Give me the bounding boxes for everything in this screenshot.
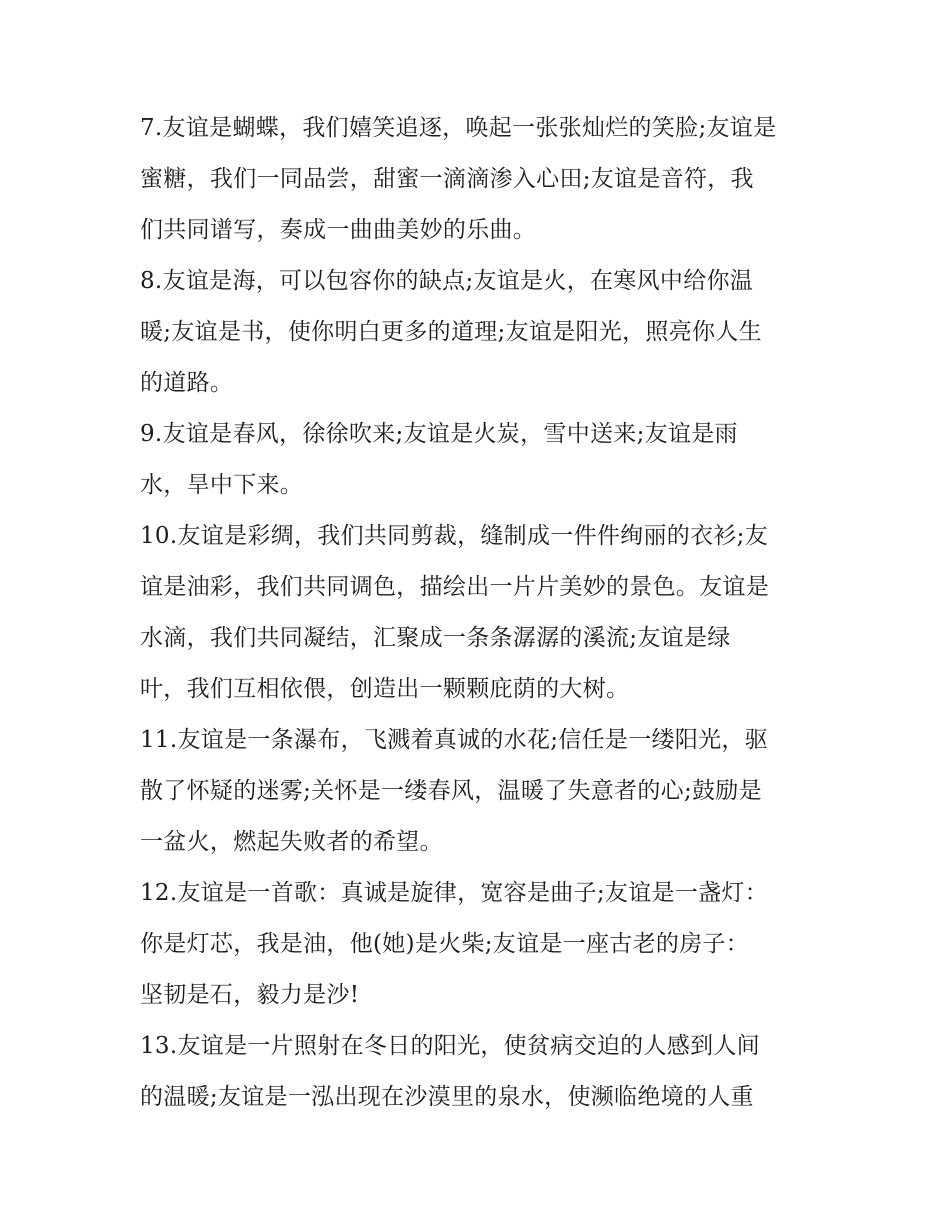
text-line: 们共同谱写，奏成一曲曲美妙的乐曲。 — [140, 217, 537, 243]
text-line: 水，旱中下来。 — [140, 472, 304, 498]
text-line: 8.友谊是海，可以包容你的缺点;友谊是火，在寒风中给你温 — [140, 268, 754, 294]
text-line: 的道路。 — [140, 370, 234, 396]
text-line: 谊是油彩，我们共同调色，描绘出一片片美妙的景色。友谊是 — [140, 574, 770, 600]
text-line: 10.友谊是彩绸，我们共同剪裁，缝制成一件件绚丽的衣衫;友 — [140, 523, 769, 549]
text-line: 水滴，我们共同凝结，汇聚成一条条潺潺的溪流;友谊是绿 — [140, 625, 731, 651]
text-line: 坚韧是石，毅力是沙! — [140, 982, 360, 1008]
text-line: 散了怀疑的迷雾;关怀是一缕春风，温暖了失意者的心;鼓励是 — [140, 778, 762, 804]
text-line: 暖;友谊是书，使你明白更多的道理;友谊是阳光，照亮你人生 — [140, 319, 762, 345]
text-line: 13.友谊是一片照射在冬日的阳光，使贫病交迫的人感到人间 — [140, 1033, 760, 1059]
text-line: 叶，我们互相依偎，创造出一颗颗庇荫的大树。 — [140, 676, 630, 702]
text-line: 11.友谊是一条瀑布，飞溅着真诚的水花;信任是一缕阳光，驱 — [140, 727, 769, 753]
text-line: 的温暖;友谊是一泓出现在沙漠里的泉水，使濒临绝境的人重 — [140, 1084, 754, 1110]
text-line: 一盆火，燃起失败者的希望。 — [140, 829, 443, 855]
text-line: 你是灯芯，我是油，他(她)是火柴;友谊是一座古老的房子： — [140, 931, 750, 957]
text-line: 9.友谊是春风，徐徐吹来;友谊是火炭，雪中送来;友谊是雨 — [140, 421, 738, 447]
text-line: 7.友谊是蝴蝶，我们嬉笑追逐，唤起一张张灿烂的笑脸;友谊是 — [140, 115, 777, 141]
document-body — [140, 103, 820, 1123]
text-line: 12.友谊是一首歌：真诚是旋律，宽容是曲子;友谊是一盏灯： — [140, 880, 769, 906]
text-line: 蜜糖，我们一同品尝，甜蜜一滴滴渗入心田;友谊是音符，我 — [140, 166, 754, 192]
